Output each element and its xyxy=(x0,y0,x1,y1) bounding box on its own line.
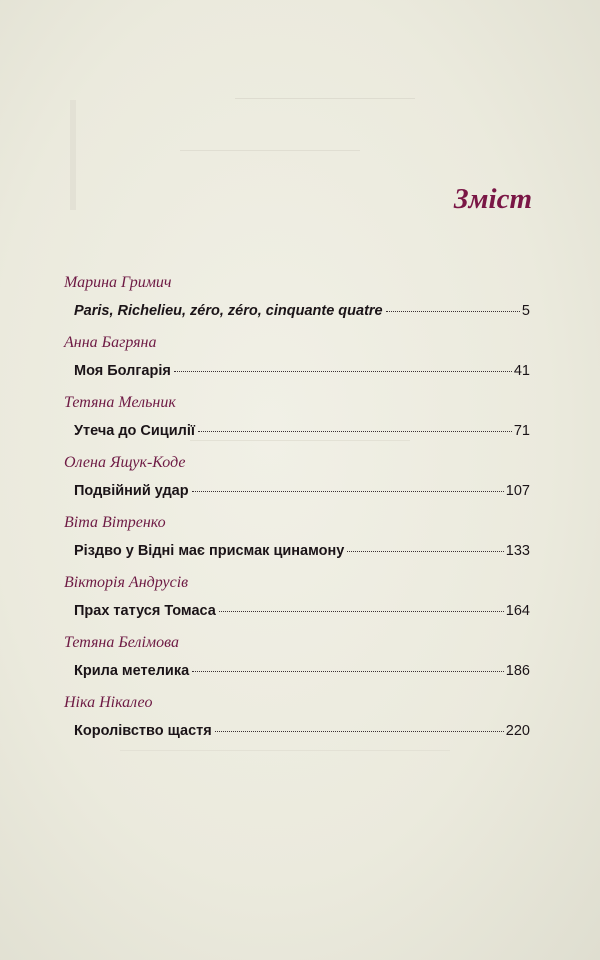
toc-line[interactable] xyxy=(74,423,530,439)
toc-story-title: Крила метелика xyxy=(74,663,190,679)
toc-entry xyxy=(64,694,530,754)
toc-line[interactable] xyxy=(74,303,530,319)
toc-line[interactable] xyxy=(74,663,530,679)
toc-line[interactable] xyxy=(74,543,530,559)
toc-page-number: 220 xyxy=(505,723,530,739)
dot-leader xyxy=(192,671,504,672)
toc-page-number: 107 xyxy=(505,483,530,499)
contents-heading: Зміст xyxy=(453,183,532,215)
bleed-through-text xyxy=(180,150,360,211)
toc-line[interactable] xyxy=(74,363,530,379)
toc-author: Вікторія Андрусів xyxy=(64,574,189,591)
toc-entry xyxy=(64,454,530,514)
dot-leader xyxy=(215,731,504,732)
toc-story-title: Прах татуся Томаса xyxy=(74,603,216,619)
toc-story-title: Утеча до Сицилії xyxy=(74,423,195,439)
toc-line[interactable] xyxy=(74,723,530,739)
toc-page-number: 41 xyxy=(513,363,530,379)
toc-author: Віта Вітренко xyxy=(64,514,166,531)
toc-story-title: Paris, Richelieu, zéro, zéro, cinquante quatre xyxy=(74,303,383,319)
toc-author: Марина Гримич xyxy=(64,274,172,291)
toc-page-number: 5 xyxy=(521,303,530,319)
toc-entry xyxy=(64,514,530,574)
toc-page-number: 71 xyxy=(513,423,530,439)
dot-leader xyxy=(386,311,520,312)
toc-page-number: 133 xyxy=(505,543,530,559)
dot-leader xyxy=(174,371,512,372)
toc-author: Тетяна Белімова xyxy=(64,634,179,651)
toc-entry xyxy=(64,634,530,694)
toc-author: Ніка Нікалео xyxy=(64,694,153,711)
toc-author: Тетяна Мельник xyxy=(64,394,176,411)
toc-entry xyxy=(64,334,530,394)
toc-story-title: Моя Болгарія xyxy=(74,363,171,379)
dot-leader xyxy=(198,431,512,432)
toc-entry xyxy=(64,274,530,334)
toc-entry xyxy=(64,574,530,634)
bleed-through-text xyxy=(120,750,450,881)
toc-story-title: Королівство щастя xyxy=(74,723,212,739)
toc-entry xyxy=(64,394,530,454)
toc-story-title: Подвійний удар xyxy=(74,483,189,499)
toc-page-number: 186 xyxy=(505,663,530,679)
dot-leader xyxy=(347,551,503,552)
toc-story-title: Різдво у Відні має присмак цинамону xyxy=(74,543,345,559)
toc-line[interactable] xyxy=(74,603,530,619)
table-of-contents xyxy=(64,274,530,754)
toc-page-number: 164 xyxy=(505,603,530,619)
toc-line[interactable] xyxy=(74,483,530,499)
toc-author: Анна Багряна xyxy=(64,334,157,351)
bleed-through-text xyxy=(235,98,415,129)
bleed-through-text xyxy=(70,100,166,210)
toc-author: Олена Ящук-Коде xyxy=(64,454,186,471)
dot-leader xyxy=(192,491,504,492)
dot-leader xyxy=(219,611,504,612)
